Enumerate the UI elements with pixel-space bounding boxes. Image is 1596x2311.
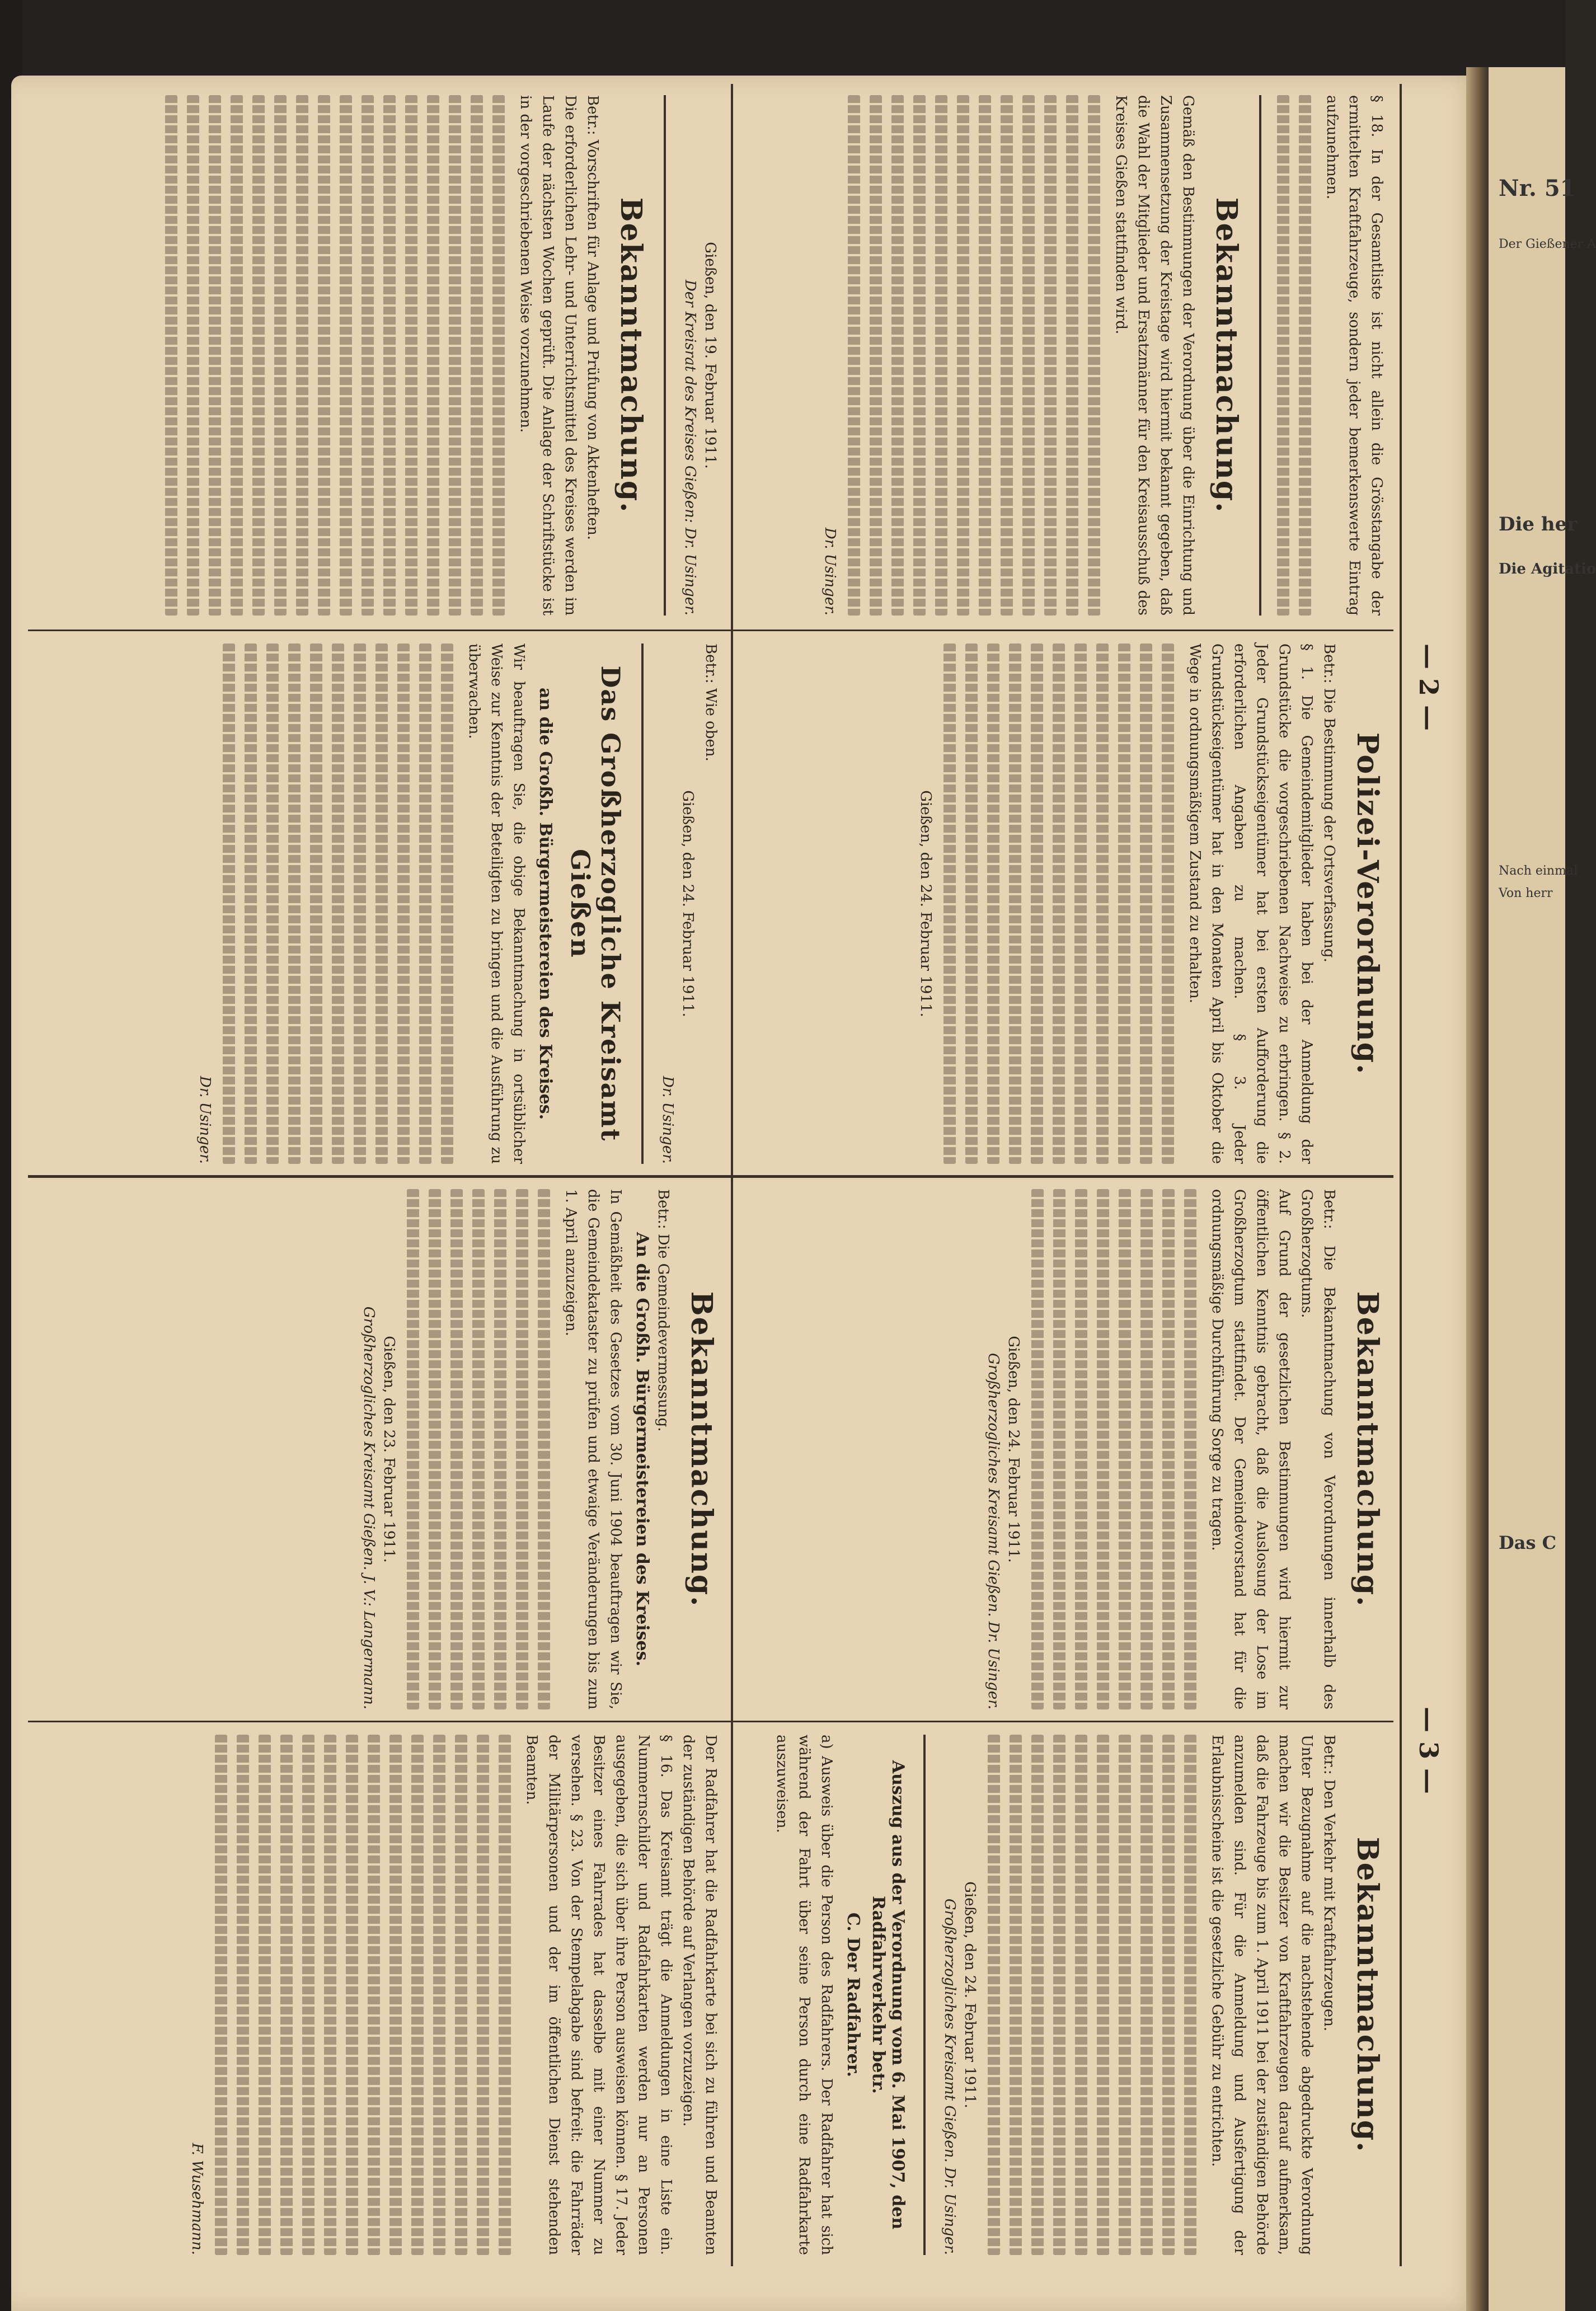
notice-column <box>744 1189 1388 1709</box>
notice-subject: Betr.: Die Bekanntmachung von Verordnungen innerhalb des Großherzogtums. <box>1298 1189 1337 1709</box>
facing-page-edge <box>1489 67 1596 2311</box>
notice-subject: Betr.: Vorschriften für Anlage und Prüfung von Aktenheften. <box>584 95 601 540</box>
notice-column <box>34 95 722 616</box>
notice-signature: Der Kreisrat des Kreises Gießen: Dr. Usinger. <box>682 279 698 616</box>
notice-subject: Betr.: Die Bestimmung der Ortsverfassung. <box>1321 643 1337 962</box>
notice-subtitle: an die Großh. Bürgermeistereien des Kreises. <box>536 687 555 1120</box>
notice-intro: Der Radfahrer hat die Radfahrkarte bei sich zu führen und Beamten der zuständigen Behörde auf Verlangen vorzuzeigen. <box>680 1735 719 2255</box>
facing-page-fragment: Die Agitatio <box>1499 561 1596 577</box>
notice-title: Bekanntmachung. <box>1209 197 1243 514</box>
column-divider <box>28 1721 1393 1722</box>
notice-signature: Dr. Usinger. <box>196 1075 213 1164</box>
notice-subject: Betr.: Den Verkehr mit Kraftfahrzeugen. <box>1321 1735 1337 2032</box>
notice-body: Die erforderlichen Lehr- und Unterrichtsmittel des Kreises werden im Laufe der nächsten Wochen geprüft. Die Anlage der Schriftstücke ist in der vorgeschriebenen Weise vorzunehmen. <box>517 95 579 616</box>
header-rule <box>1400 84 1402 2266</box>
column-divider <box>28 630 1393 631</box>
notice-body: In Gemäßheit des Gesetzes vom 30. Juni 1904 beauftragen wir Sie, die Gemeindekataster zu prüfen und etwaige Veränderungen bis zum 1. April anzuzeigen. <box>562 1189 624 1709</box>
facing-page-fragment: Der Gießener A <box>1499 237 1596 251</box>
notice-signature: F. Wusehmann. <box>189 2143 205 2255</box>
book-gutter <box>1466 67 1489 2311</box>
notice-addressee: An die Großh. Bürgermeistereien des Kreises. <box>632 1232 652 1666</box>
extract-title: Auszug aus der Verordnung vom 6. Mai 1907, den Radfahrverkehr betr. <box>869 1760 908 2230</box>
notice-column <box>34 643 722 1164</box>
notice-subject: Betr.: Wie oben. <box>702 643 719 762</box>
notice-signature: Großherzogliches Kreisamt Gießen. Dr. Usinger. <box>941 1898 958 2255</box>
facing-page-fragment: Nach einmal <box>1499 864 1578 878</box>
notice-title: Bekanntmachung. <box>684 1291 719 1608</box>
notice-title: Polizei-Verordnung. <box>1350 732 1384 1075</box>
page-number-right: — 3 — <box>1414 1707 1444 1795</box>
page-divider <box>28 1175 1393 1178</box>
notice-title: Bekanntmachung. <box>1350 1291 1384 1608</box>
notice-body: Wir beauftragen Sie, die obige Bekanntmachung in ortsüblicher Weise zur Kenntnis der Beteiligten zu bringen und die Ausführung zu überwachen. <box>466 643 527 1164</box>
notice-title: Bekanntmachung. <box>1350 1836 1384 2153</box>
rotated-newspaper-content <box>22 84 1455 2266</box>
notice-dateline: Gießen, den 24. Februar 1911. <box>961 1881 978 2108</box>
notice-signature: Großherzogliches Kreisamt Gießen. Dr. Usinger. <box>985 1352 1002 1709</box>
notice-column <box>34 1189 722 1709</box>
notice-body: Gemäß den Bestimmungen der Verordnung über die Einrichtung und Zusammensetzung der Kreistage wird hiermit bekannt gegeben, daß die Wahl der Mitglieder und Ersatzmänner für den Kreisausschuß des Kreises Gießen stattfinden wird. <box>1112 95 1196 616</box>
notice-column <box>744 95 1388 616</box>
notice-signature: Dr. Usinger. <box>659 1075 676 1164</box>
notice-column <box>744 643 1388 1164</box>
notice-body: Auf Grund der gesetzlichen Bestimmungen wird hiermit zur öffentlichen Kenntnis gebracht, daß die Auslosung der Lose im Großherzogtum stattfindet. Der Gemeindevorstand hat für die ordnungsmäßige Durchführung Sorge zu tragen. <box>1209 1189 1293 1709</box>
notice-dateline: Gießen, den 24. Februar 1911. <box>679 790 696 1017</box>
facing-page-fragment: Die her <box>1499 513 1578 536</box>
notice-signature: Großherzogliches Kreisamt Gießen. J. V.: Langermann. <box>360 1306 377 1709</box>
extract-body: a) Ausweis über die Person des Radfahrers. Der Radfahrer hat sich während der Fahrt über seine Person durch eine Radfahrkarte auszuweisen. <box>773 1735 835 2255</box>
scanner-background-top <box>0 0 1565 84</box>
facing-page-fragment: Nr. 51 <box>1499 175 1576 201</box>
page-number-left: — 2 — <box>1414 643 1444 731</box>
notice-dateline: Gießen, den 19. Februar 1911. <box>702 242 719 469</box>
notice-column <box>34 1735 722 2255</box>
notice-body: § 16. Das Kreisamt trägt die Anmeldungen in eine Liste ein. Nummernschilder und Radfahrkarten werden nur an Personen ausgegeben, die sich über ihre Person ausweisen können. § 17. Jeder Besitzer eines Fahrrades hat dasselbe mit einer Nummer zu versehen. § 23. Von der Stempelabgabe sind befreit: die Fahrräder der Militärpersonen und der im öffentlichen Dienst stehenden Beamten. <box>523 1735 674 2255</box>
notice-subject: Betr.: Die Gemeindevermessung. <box>655 1189 672 1432</box>
notice-column <box>744 1735 1388 2255</box>
facing-page-fragment: Von herr <box>1499 886 1553 900</box>
notice-body: Unter Bezugnahme auf die nachstehende abgedruckte Verordnung machen wir die Besitzer von Kraftfahrzeugen darauf aufmerksam, daß die Fahrzeuge bis zum 1. April 1911 bei der zuständigen Behörde anzumelden sind. Für die Anmeldung und Ausfertigung der Erlaubnisscheine ist die gesetzliche Gebühr zu entrichten. <box>1209 1735 1315 2255</box>
notice-dateline: Gießen, den 24. Februar 1911. <box>1005 1336 1022 1563</box>
notice-body: § 1. Die Gemeindemitglieder haben bei der Anmeldung der Grundstücke die vorgeschriebenen Nachweise zu erbringen. § 2. Jeder Grundstückseigentümer hat bei ersten Aufforderung die erforderlichen Angaben zu machen. § 3. Jeder Grundstückseigentümer hat in den Monaten April bis Oktober die Wege in ordnungsmäßigem Zustand zu erhalten. <box>1186 643 1315 1164</box>
facing-page-fragment: Das C <box>1499 1532 1557 1553</box>
notice-intro: § 18. In der Gesamtliste ist nicht allein die Grösstangabe der ermittelten Kraftfahrzeuge, sondern jeder bemerkenswerte Eintrag aufzunehmen. <box>1323 95 1385 616</box>
notice-title: Das Großherzogliche Kreisamt Gießen <box>565 665 626 1142</box>
notice-signature: Dr. Usinger. <box>822 527 838 616</box>
notice-dateline: Gießen, den 24. Februar 1911. <box>917 790 934 1017</box>
extract-subtitle: C. Der Radfahrer. <box>843 1912 863 2078</box>
notice-dateline: Gießen, den 23. Februar 1911. <box>381 1336 397 1563</box>
notice-title: Bekanntmachung. <box>614 197 648 514</box>
